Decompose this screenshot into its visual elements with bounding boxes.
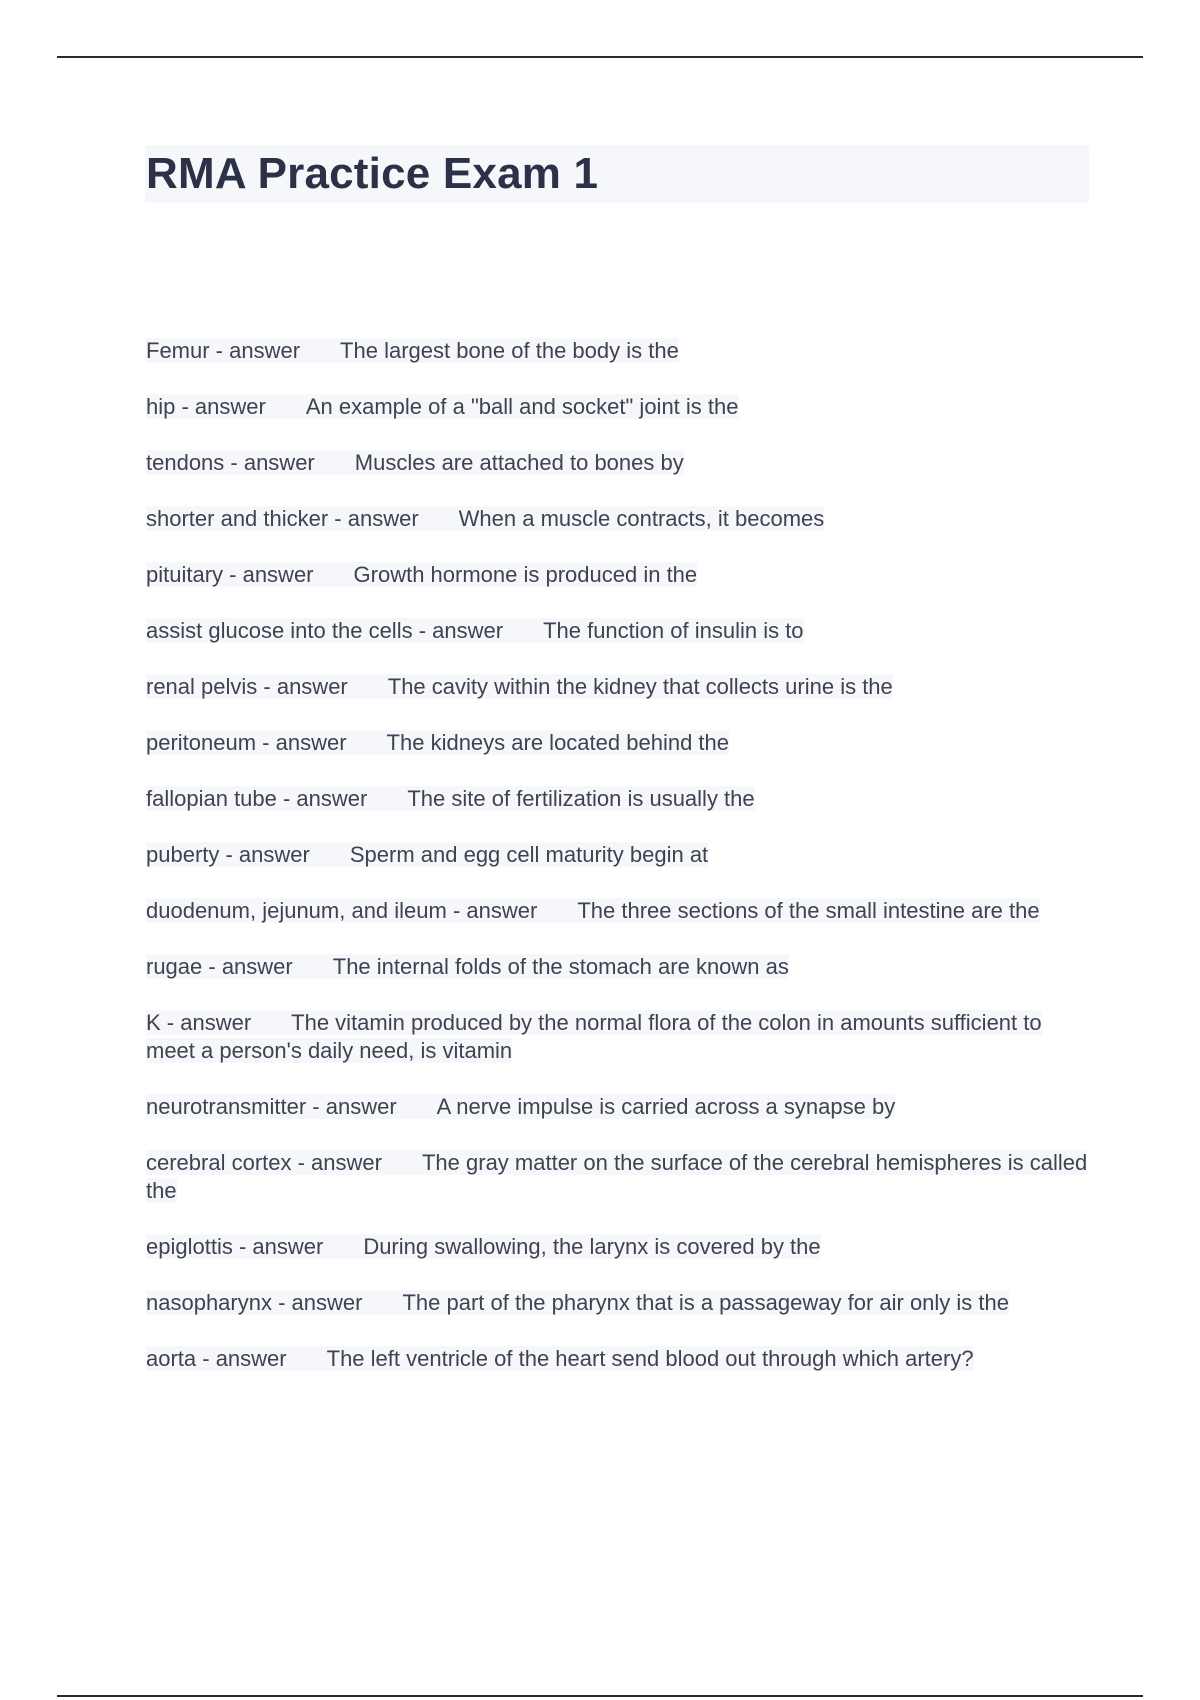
answer-text: duodenum, jejunum, and ileum - answer bbox=[146, 898, 538, 923]
list-item bbox=[146, 505, 1096, 533]
list-item bbox=[146, 729, 1096, 757]
answer-text: shorter and thicker - answer bbox=[146, 506, 419, 531]
question-text: The internal folds of the stomach are known as bbox=[332, 954, 789, 979]
answer-text: fallopian tube - answer bbox=[146, 786, 368, 811]
question-text: The part of the pharynx that is a passageway for air only is the bbox=[402, 1290, 1009, 1315]
question-text: The gray matter on the surface of the cerebral hemispheres is called the bbox=[146, 1150, 1088, 1203]
question-text: The largest bone of the body is the bbox=[340, 338, 679, 363]
list-item bbox=[146, 1233, 1096, 1261]
question-text: Muscles are attached to bones by bbox=[354, 450, 684, 475]
page-title: RMA Practice Exam 1 bbox=[146, 149, 599, 198]
list-item bbox=[146, 1345, 1096, 1373]
question-text: When a muscle contracts, it becomes bbox=[458, 506, 825, 531]
question-text: Sperm and egg cell maturity begin at bbox=[349, 842, 709, 867]
answer-text: epiglottis - answer bbox=[146, 1234, 324, 1259]
answer-text: nasopharynx - answer bbox=[146, 1290, 363, 1315]
answer-text: neurotransmitter - answer bbox=[146, 1094, 397, 1119]
list-item bbox=[146, 1289, 1096, 1317]
list-item bbox=[146, 393, 1096, 421]
answer-text: assist glucose into the cells - answer bbox=[146, 618, 504, 643]
answer-text: K - answer bbox=[146, 1010, 252, 1035]
list-item bbox=[146, 617, 1096, 645]
list-item bbox=[146, 1009, 1096, 1065]
question-text: The left ventricle of the heart send blood out through which artery? bbox=[326, 1346, 974, 1371]
question-text: The cavity within the kidney that collects urine is the bbox=[387, 674, 893, 699]
answer-text: rugae - answer bbox=[146, 954, 293, 979]
list-item bbox=[146, 561, 1096, 589]
answer-text: hip - answer bbox=[146, 394, 266, 419]
list-item bbox=[146, 841, 1096, 869]
question-text: The function of insulin is to bbox=[543, 618, 804, 643]
question-text: The three sections of the small intestine are the bbox=[577, 898, 1040, 923]
question-text: A nerve impulse is carried across a synapse by bbox=[436, 1094, 896, 1119]
question-text: Growth hormone is produced in the bbox=[353, 562, 698, 587]
question-text: The site of fertilization is usually the bbox=[407, 786, 755, 811]
list-item bbox=[146, 337, 1096, 365]
answer-text: Femur - answer bbox=[146, 338, 301, 363]
list-item bbox=[146, 1093, 1096, 1121]
list-item bbox=[146, 673, 1096, 701]
top-rule bbox=[57, 56, 1143, 58]
list-item bbox=[146, 1149, 1096, 1205]
question-text: An example of a "ball and socket" joint is the bbox=[305, 394, 739, 419]
answer-text: tendons - answer bbox=[146, 450, 315, 475]
qa-list bbox=[146, 337, 1096, 1401]
answer-text: peritoneum - answer bbox=[146, 730, 347, 755]
question-text: During swallowing, the larynx is covered by the bbox=[363, 1234, 821, 1259]
bottom-rule bbox=[57, 1695, 1143, 1697]
list-item bbox=[146, 785, 1096, 813]
question-text: The vitamin produced by the normal flora of the colon in amounts sufficient to meet a person's daily need, is vitamin bbox=[146, 1010, 1042, 1063]
answer-text: renal pelvis - answer bbox=[146, 674, 348, 699]
list-item bbox=[146, 897, 1096, 925]
answer-text: cerebral cortex - answer bbox=[146, 1150, 382, 1175]
list-item bbox=[146, 449, 1096, 477]
answer-text: puberty - answer bbox=[146, 842, 310, 867]
question-text: The kidneys are located behind the bbox=[386, 730, 729, 755]
answer-text: aorta - answer bbox=[146, 1346, 287, 1371]
list-item bbox=[146, 953, 1096, 981]
answer-text: pituitary - answer bbox=[146, 562, 314, 587]
